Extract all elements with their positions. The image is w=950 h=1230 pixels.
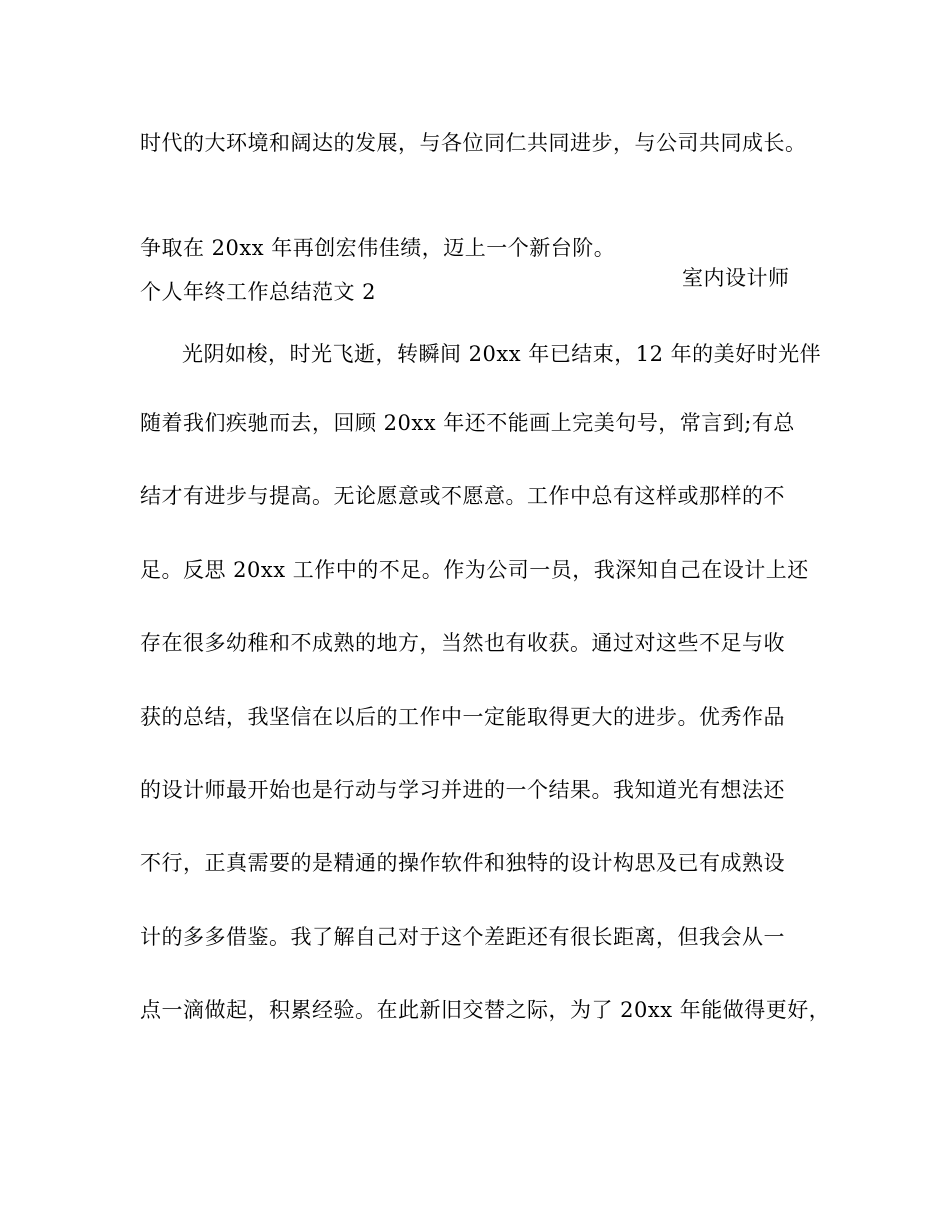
paragraph-line-4: 足。反思 20xx 工作中的不足。作为公司一员，我深知自己在设计上还 — [140, 558, 809, 582]
paragraph-line-10: 点一滴做起，积累经验。在此新旧交替之际，为了 20xx 年能做得更好， — [140, 998, 831, 1022]
paragraph-line-7: 的设计师最开始也是行动与学习并进的一个结果。我知道光有想法还 — [140, 778, 785, 802]
text-line-2: 争取在 20xx 年再创宏伟佳绩，迈上一个新台阶。 — [140, 236, 616, 260]
paragraph-line-1: 光阴如梭，时光飞逝，转瞬间 20xx 年已结束，12 年的美好时光伴 — [182, 342, 822, 366]
text-line-1: 时代的大环境和阔达的发展，与各位同仁共同进步，与公司共同成长。 — [140, 131, 807, 155]
section-title-part-1: 室内设计师 — [682, 266, 790, 290]
paragraph-line-6: 获的总结，我坚信在以后的工作中一定能取得更大的进步。优秀作品 — [140, 705, 785, 729]
section-title-part-2: 个人年终工作总结范文 2 — [140, 280, 377, 304]
paragraph-line-5: 存在很多幼稚和不成熟的地方，当然也有收获。通过对这些不足与收 — [140, 631, 785, 655]
paragraph-line-8: 不行，正真需要的是精通的操作软件和独特的设计构思及已有成熟设 — [140, 851, 785, 875]
paragraph-line-2: 随着我们疾驰而去，回顾 20xx 年还不能画上完美句号，常言到;有总 — [140, 411, 795, 435]
paragraph-line-3: 结才有进步与提高。无论愿意或不愿意。工作中总有这样或那样的不 — [140, 484, 785, 508]
paragraph-line-9: 计的多多借鉴。我了解自己对于这个差距还有很长距离，但我会从一 — [140, 925, 785, 949]
